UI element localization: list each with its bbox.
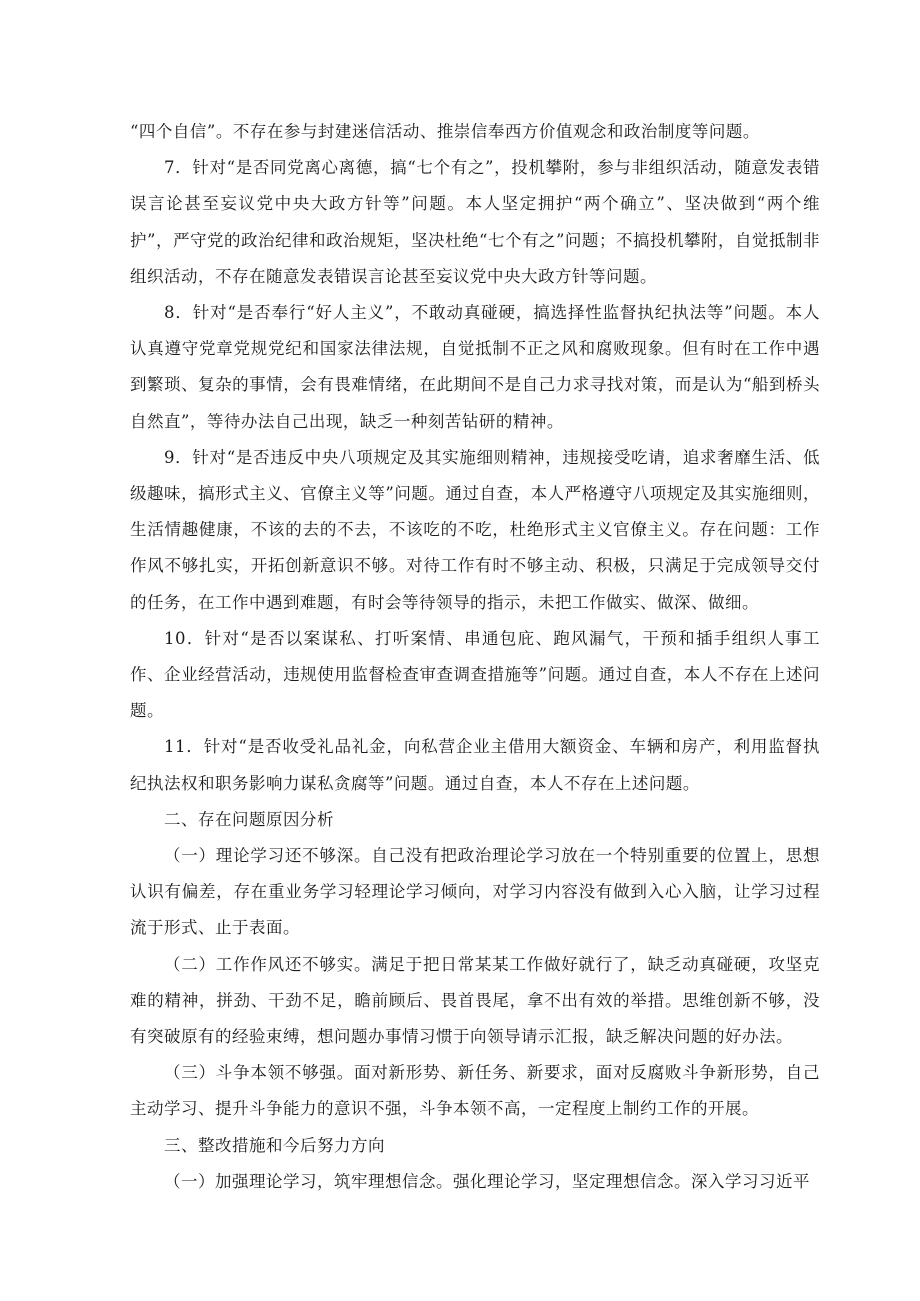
paragraph-item-8: 8．针对“是否奉行“好人主义”，不敢动真碰硬，搞选择性监督执纪执法等”问题。本人认真遵守党章党规党纪和国家法律法规，自觉抵制不正之风和腐败现象。但有时在工作中遇到繁琐、复杂的事情，会有畏难情绪，在此期间不是自己力求寻找对策，而是认为“船到桥头自然直”，等待办法自己出现，缺乏一种刻苦钻研的精神。 (130, 303, 820, 431)
paragraph-item-7: 7．针对“是否同党离心离德，搞“七个有之”，投机攀附，参与非组织活动，随意发表错误言论甚至妄议党中央大政方针等”问题。本人坚定拥护“两个确立”、坚决做到“两个维护”，严守党的政治纪律和政治规矩，坚决杜绝“七个有之”问题；不搞投机攀附，自觉抵制非组织活动，不存在随意发表错误言论甚至妄议党中央大政方针等问题。 (130, 158, 820, 286)
paragraph-item-10: 10．针对“是否以案谋私、打听案情、串通包庇、跑风漏气，干预和插手组织人事工作、企业经营活动，违规使用监督检查审查调查措施等”问题。通过自查，本人不存在上述问题。 (130, 628, 820, 721)
paragraph-item-11: 11．针对“是否收受礼品礼金，向私营企业主借用大额资金、车辆和房产，利用监督执纪执法权和职务影响力谋私贪腐等”问题。通过自查，本人不存在上述问题。 (130, 737, 820, 793)
paragraph-cause-3: （三）斗争本领不够强。面对新形势、新任务、新要求，面对反腐败斗争新形势，自己主动学习、提升斗争能力的意识不强，斗争本领不高，一定程度上制约工作的开展。 (130, 1063, 820, 1119)
paragraph-cause-2: （二）工作作风还不够实。满足于把日常某某工作做好就行了，缺乏动真碰硬，攻坚克难的精神，拼劲、干劲不足，瞻前顾后、畏首畏尾，拿不出有效的举措。思维创新不够，没有突破原有的经验束缚，想问题办事情习惯于向领导请示汇报，缺乏解决问题的好办法。 (130, 954, 820, 1047)
paragraph-measure-1: （一）加强理论学习，筑牢理想信念。强化理论学习，坚定理想信念。深入学习习近平 (164, 1171, 810, 1191)
paragraph-item-9: 9．针对“是否违反中央八项规定及其实施细则精神，违规接受吃请，追求奢靡生活、低级趣味，搞形式主义、官僚主义等”问题。通过自查，本人严格遵守八项规定及其实施细则，生活情趣健康，不该的去的不去，不该吃的不吃，杜绝形式主义官僚主义。存在问题：工作作风不够扎实，开拓创新意识不够。对待工作有时不够主动、积极，只满足于完成领导交付的任务，在工作中遇到难题，有时会等待领导的指示，未把工作做实、做深、做细。 (130, 447, 820, 612)
paragraph-cause-1: （一）理论学习还不够深。自己没有把政治理论学习放在一个特别重要的位置上，思想认识有偏差，存在重业务学习轻理论学习倾向，对学习内容没有做到入心入脑，让学习过程流于形式、止于表面。 (130, 846, 820, 938)
section-heading-rectification: 三、整改措施和今后努力方向 (164, 1135, 385, 1155)
paragraph-four-confidences: “四个自信”。不存在参与封建迷信活动、推崇信奉西方价值观念和政治制度等问题。 (130, 122, 760, 141)
document-page (130, 114, 820, 1200)
section-heading-cause-analysis: 二、存在问题原因分析 (164, 809, 334, 829)
